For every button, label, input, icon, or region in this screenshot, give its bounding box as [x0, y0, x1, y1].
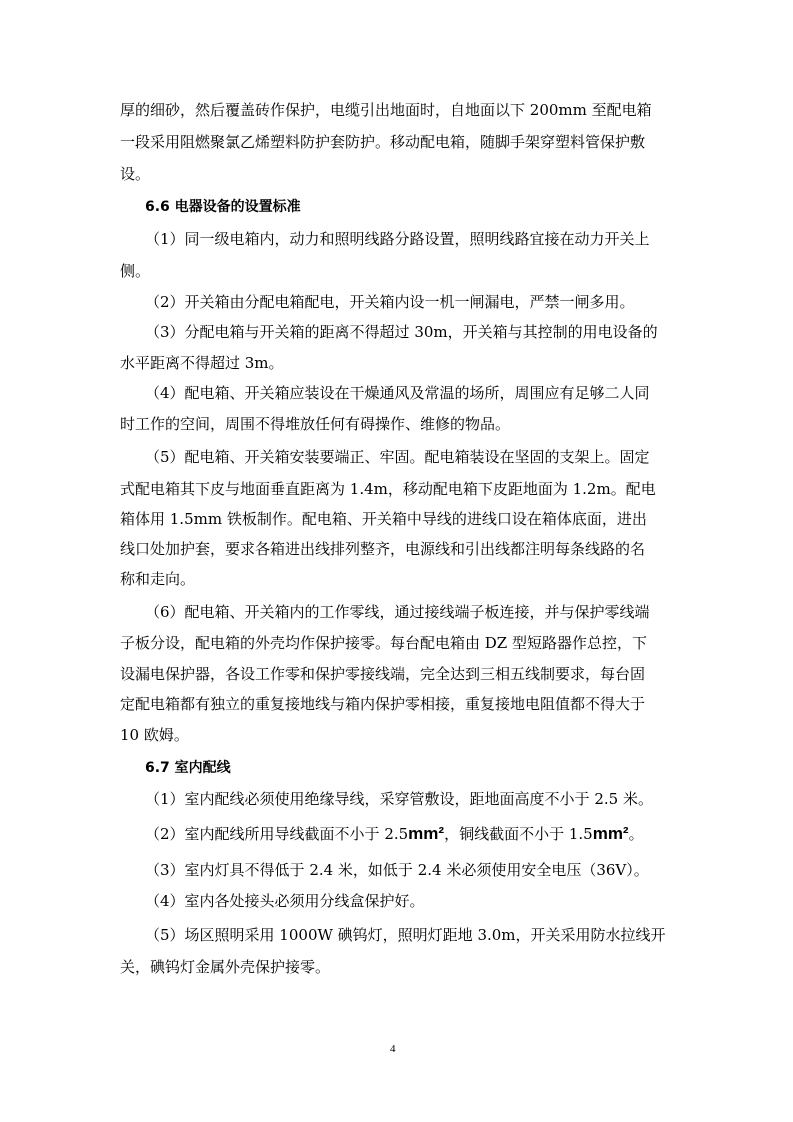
text-line: （3）分配电箱与开关箱的距离不得超过 30m，开关箱与其控制的用电设备的	[145, 323, 658, 341]
page-number: 4	[390, 1043, 396, 1055]
text-line: （1）室内配线必须使用绝缘导线，采穿管敷设，距地面高度不小于 2.5 米。	[145, 790, 653, 808]
text-line: 箱体用 1.5mm 铁板制作。配电箱、开关箱中导线的进线口设在箱体底面，进出	[120, 510, 647, 528]
text-line: 水平距离不得超过 3m。	[120, 354, 284, 372]
text-fragment: 。	[628, 825, 644, 843]
text-line: （4）室内各处接头必须用分线盒保护好。	[145, 892, 425, 910]
text-line: （5）场区照明采用 1000W 碘钨灯，照明灯距地 3.0m，开关采用防水拉线开	[145, 926, 666, 944]
section-heading-6-7: 6.7 室内配线	[145, 760, 231, 776]
text-line: （3）室内灯具不得低于 2.4 米，如低于 2.4 米必须使用安全电压（36V）。	[145, 861, 649, 879]
text-line: 关，碘钨灯金属外壳保护接零。	[120, 958, 331, 976]
text-line: （1）同一级电箱内，动力和照明线路分路设置，照明线路宜接在动力开关上	[145, 230, 650, 248]
text-line: 厚的细砂，然后覆盖砖作保护，电缆引出地面时，自地面以下 200mm 至配电箱	[120, 101, 652, 119]
text-line: 称和走向。	[120, 570, 196, 588]
text-fragment: （2）室内配线所用导线截面不小于 2.5	[145, 825, 409, 843]
text-line: 定配电箱都有独立的重复接地线与箱内保护零相接，重复接地电阻值都不得大于	[120, 695, 646, 713]
text-line: （4）配电箱、开关箱应装设在干燥通风及常温的场所，周围应有足够二人同	[145, 384, 650, 402]
text-line: 线口处加护套，要求各箱进出线排列整齐，电源线和引出线都注明每条线路的名	[120, 540, 646, 558]
text-line: 设漏电保护器，各设工作零和保护零接线端，完全达到三相五线制要求，每台固	[120, 665, 646, 683]
text-line: 一段采用阻燃聚氯乙烯塑料防护套防护。移动配电箱，随脚手架穿塑料管保护敷	[120, 133, 646, 151]
text-line: 10 欧姆。	[120, 726, 189, 744]
text-line: 侧。	[120, 262, 151, 280]
text-line: （5）配电箱、开关箱安装要端正、牢固。配电箱装设在坚固的支架上。固定	[145, 448, 650, 466]
text-line: 时工作的空间，周围不得堆放任何有碍操作、维修的物品。	[120, 415, 511, 433]
text-line	[145, 824, 644, 844]
unit-mm2: mm²	[592, 824, 629, 843]
text-line: （2）开关箱由分配电箱配电，开关箱内设一机一闸漏电，严禁一闸多用。	[145, 293, 635, 311]
unit-mm2: mm²	[408, 824, 445, 843]
text-fragment: ，铜线截面不小于 1.5	[444, 825, 593, 843]
text-line: 式配电箱其下皮与地面垂直距离为 1.4m，移动配电箱下皮距地面为 1.2m。配电	[120, 480, 656, 498]
text-line: 子板分设，配电箱的外壳均作保护接零。每台配电箱由 DZ 型短路器作总控，下	[120, 634, 647, 652]
section-heading-6-6: 6.6 电器设备的设置标准	[145, 199, 301, 215]
text-line: 设。	[120, 165, 151, 183]
text-line: （6）配电箱、开关箱内的工作零线，通过接线端子板连接，并与保护零线端	[145, 603, 650, 621]
